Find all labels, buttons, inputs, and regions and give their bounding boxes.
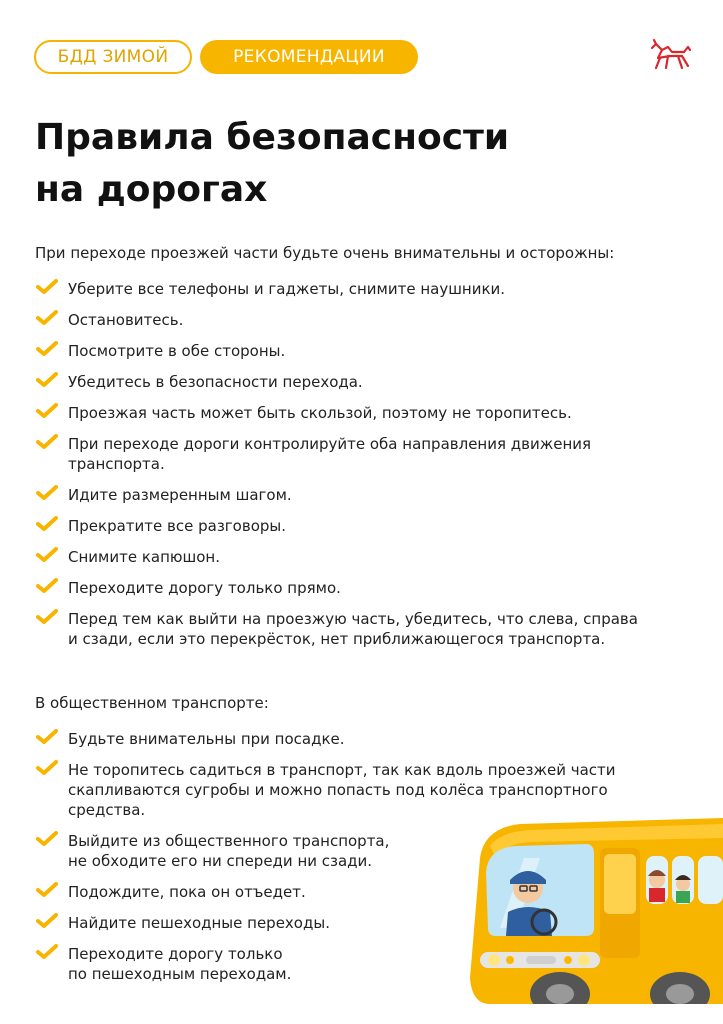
deer-logo-icon	[648, 38, 692, 72]
list-item-text: Идите размеренным шагом.	[68, 486, 292, 504]
tag-group	[34, 40, 418, 74]
list-item-text: по пешеходным переходам.	[68, 965, 292, 983]
checkmark-icon	[36, 310, 58, 326]
list-item-text: средства.	[68, 801, 146, 819]
checkmark-icon	[36, 882, 58, 898]
list-item-text: Остановитесь.	[68, 311, 184, 329]
list-item	[35, 760, 616, 820]
checkmark-icon	[36, 578, 58, 594]
list-item-text: не обходите его ни спереди ни сзади.	[68, 852, 373, 870]
page-title	[35, 112, 635, 216]
list-item-text: При переходе дороги контролируйте оба направления движения	[68, 435, 592, 453]
tag-winter-safety: БДД ЗИМОЙ	[34, 40, 192, 74]
checkmark-icon	[36, 279, 58, 295]
list-item-text: Прекратите все разговоры.	[68, 517, 287, 535]
list-item-text: Будьте внимательны при посадке.	[68, 730, 345, 748]
checkmark-icon	[36, 609, 58, 625]
list-item	[35, 372, 638, 392]
section1-list	[35, 279, 638, 660]
checkmark-icon	[36, 434, 58, 450]
checkmark-icon	[36, 760, 58, 776]
checkmark-icon	[36, 729, 58, 745]
list-item-text: Снимите капюшон.	[68, 548, 220, 566]
list-item-text: Подождите, пока он отъедет.	[68, 883, 306, 901]
list-item-text: Выйдите из общественного транспорта,	[68, 832, 390, 850]
checkmark-icon	[36, 547, 58, 563]
tag-recommendations: РЕКОМЕНДАЦИИ	[200, 40, 418, 74]
checkmark-icon	[36, 372, 58, 388]
list-item-text: Проезжая часть может быть скользой, поэтому не торопитесь.	[68, 404, 572, 422]
list-item	[35, 403, 638, 423]
checkmark-icon	[36, 485, 58, 501]
list-item-text: Убедитесь в безопасности перехода.	[68, 373, 363, 391]
list-item-text: Переходите дорогу только	[68, 945, 283, 963]
title-line-2: на дорогах	[35, 169, 268, 210]
checkmark-icon	[36, 944, 58, 960]
title-line-1: Правила безопасности	[35, 117, 510, 158]
list-item	[35, 578, 638, 598]
list-item-text: Перед тем как выйти на проезжую часть, убедитесь, что слева, справа	[68, 610, 638, 628]
section2-intro: В общественном транспорте:	[35, 694, 269, 712]
checkmark-icon	[36, 831, 58, 847]
list-item	[35, 279, 638, 299]
list-item-text: Уберите все телефоны и гаджеты, снимите наушники.	[68, 280, 506, 298]
school-bus-illustration	[460, 818, 723, 1004]
list-item	[35, 485, 638, 505]
list-item	[35, 547, 638, 567]
section1-intro: При переходе проезжей части будьте очень внимательны и осторожны:	[35, 244, 615, 262]
checkmark-icon	[36, 516, 58, 532]
list-item	[35, 609, 638, 649]
checkmark-icon	[36, 403, 58, 419]
list-item-text: транспорта.	[68, 455, 165, 473]
list-item-text: Найдите пешеходные переходы.	[68, 914, 330, 932]
list-item-text: Посмотрите в обе стороны.	[68, 342, 286, 360]
list-item	[35, 729, 616, 749]
list-item	[35, 516, 638, 536]
list-item-text: и сзади, если это перекрёсток, нет приближающегося транспорта.	[68, 630, 606, 648]
list-item-text: Не торопитесь садиться в транспорт, так как вдоль проезжей части	[68, 761, 616, 779]
checkmark-icon	[36, 913, 58, 929]
list-item-text: скапливаются сугробы и можно попасть под колёса транспортного	[68, 781, 608, 799]
list-item	[35, 341, 638, 361]
list-item-text: Переходите дорогу только прямо.	[68, 579, 341, 597]
checkmark-icon	[36, 341, 58, 357]
list-item	[35, 434, 638, 474]
list-item	[35, 310, 638, 330]
